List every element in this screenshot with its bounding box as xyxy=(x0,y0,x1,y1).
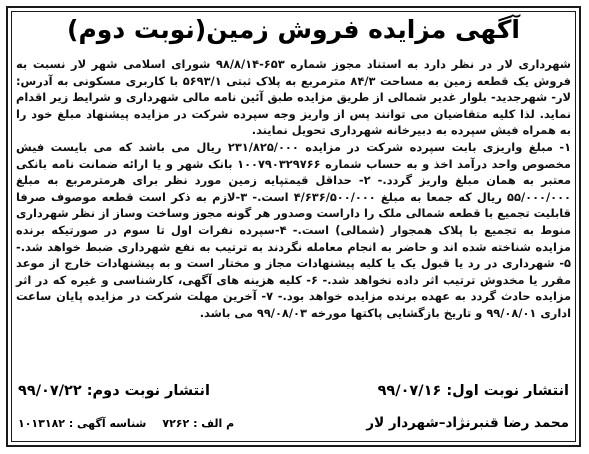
code-reference: م الف : ۷۲۶۲ xyxy=(162,416,235,430)
second-publication: انتشار نوبت دوم: ۹۹/۰۷/۲۲ xyxy=(18,383,210,399)
advertisement-frame xyxy=(6,6,581,447)
reference-numbers xyxy=(18,417,234,430)
publication-dates xyxy=(18,380,569,402)
signature: محمد رضا قنبرنژاد–شهردار لار xyxy=(366,415,569,431)
intro-paragraph: شهرداری لار در نظر دارد به استناد مجوز شماره ۶۵۳-۹۸/۸/۱۴ شورای اسلامی شهر لار نسبت به فروش یک قطعه زمین به مساحت ۸۴/۳ مترمربع به پلاک ثبتی ۵۶۹۳/۱ با کاربری مسکونی به آدرس: لار- شهرجدید- بلوار غدیر شمالی از طریق مزایده طبق آئین نامه مالی شهرداری و شرایط زیر اقدام نماید. لذا کلیه متقاضیان می توانند پس از واریز وجه سپرده شرکت در مزایده پیشنهاد مبلغ خود را به همراه فیش سپرده به دبیرخانه شهرداری تحویل نمایند. xyxy=(16,57,572,138)
conditions-paragraph: ۱- مبلغ واریزی بابت سپرده شرکت در مزایده ۲۳۱/۸۲۵/۰۰۰ ریال می باشد که می بایست فیش مخصوص واحد درآمد اخذ و به حساب شماره ۱۰۰۷۹۰۳۲۹۷۶۶ بانک شهر و یا ارائه ضمانت نامه بانکی معتبر به همان مبلغ واریز گردد.- ۲- حداقل قیمتپایه زمین مورد نظر برای هرمترمربع به مبلغ ۵۵/۰۰۰/۰۰۰ ریال که جمعا به مبلغ ۴/۶۳۶/۵۰۰/۰۰۰ است.- ۳-لازم به ذکر است قطعه موصوف صرفا قابلیت تجمیع با قطعه شمالی ملک را داراست وصدور هر گونه مجوز وساخت وساز از نظر شهرداری منوط به تجمیع با پلاک همجوار (شمالی) است.- ۴-سپرده نفرات اول تا سوم در صورتیکه برنده مزایده شناخته شده اند و حاضر به انجام معامله نگردند به ترتیب به نفع شهرداری ضبط خواهد شد.- ۵- شهرداری در رد یا قبول یک یا کلیه پیشنهادات مجاز و مختار است و به پیشنهادات خارج از موعد مقرر یا مخدوش ترتیب اثر داده نخواهد شد.- ۶- کلیه هزینه های آگهی، کارشناسی و غیره که در اثر مزایده حادث گردد به عهده برنده مزایده خواهد بود.- ۷- آخرین مهلت شرکت در مزایده پایان ساعت اداری ۹۹/۰۸/۰۱ و تاریخ بازگشایی پاکتها مورخه ۹۹/۰۸/۰۳ می باشد. xyxy=(16,139,572,320)
first-publication: انتشار نوبت اول: ۹۹/۰۷/۱۶ xyxy=(377,383,569,399)
ad-body xyxy=(16,56,571,322)
ad-footer xyxy=(18,412,569,434)
ad-title: آگهی مزایده فروش زمین(نوبت دوم) xyxy=(67,15,520,44)
ad-identifier: شناسه آگهی : ۱۰۱۳۱۸۲ xyxy=(18,416,147,430)
